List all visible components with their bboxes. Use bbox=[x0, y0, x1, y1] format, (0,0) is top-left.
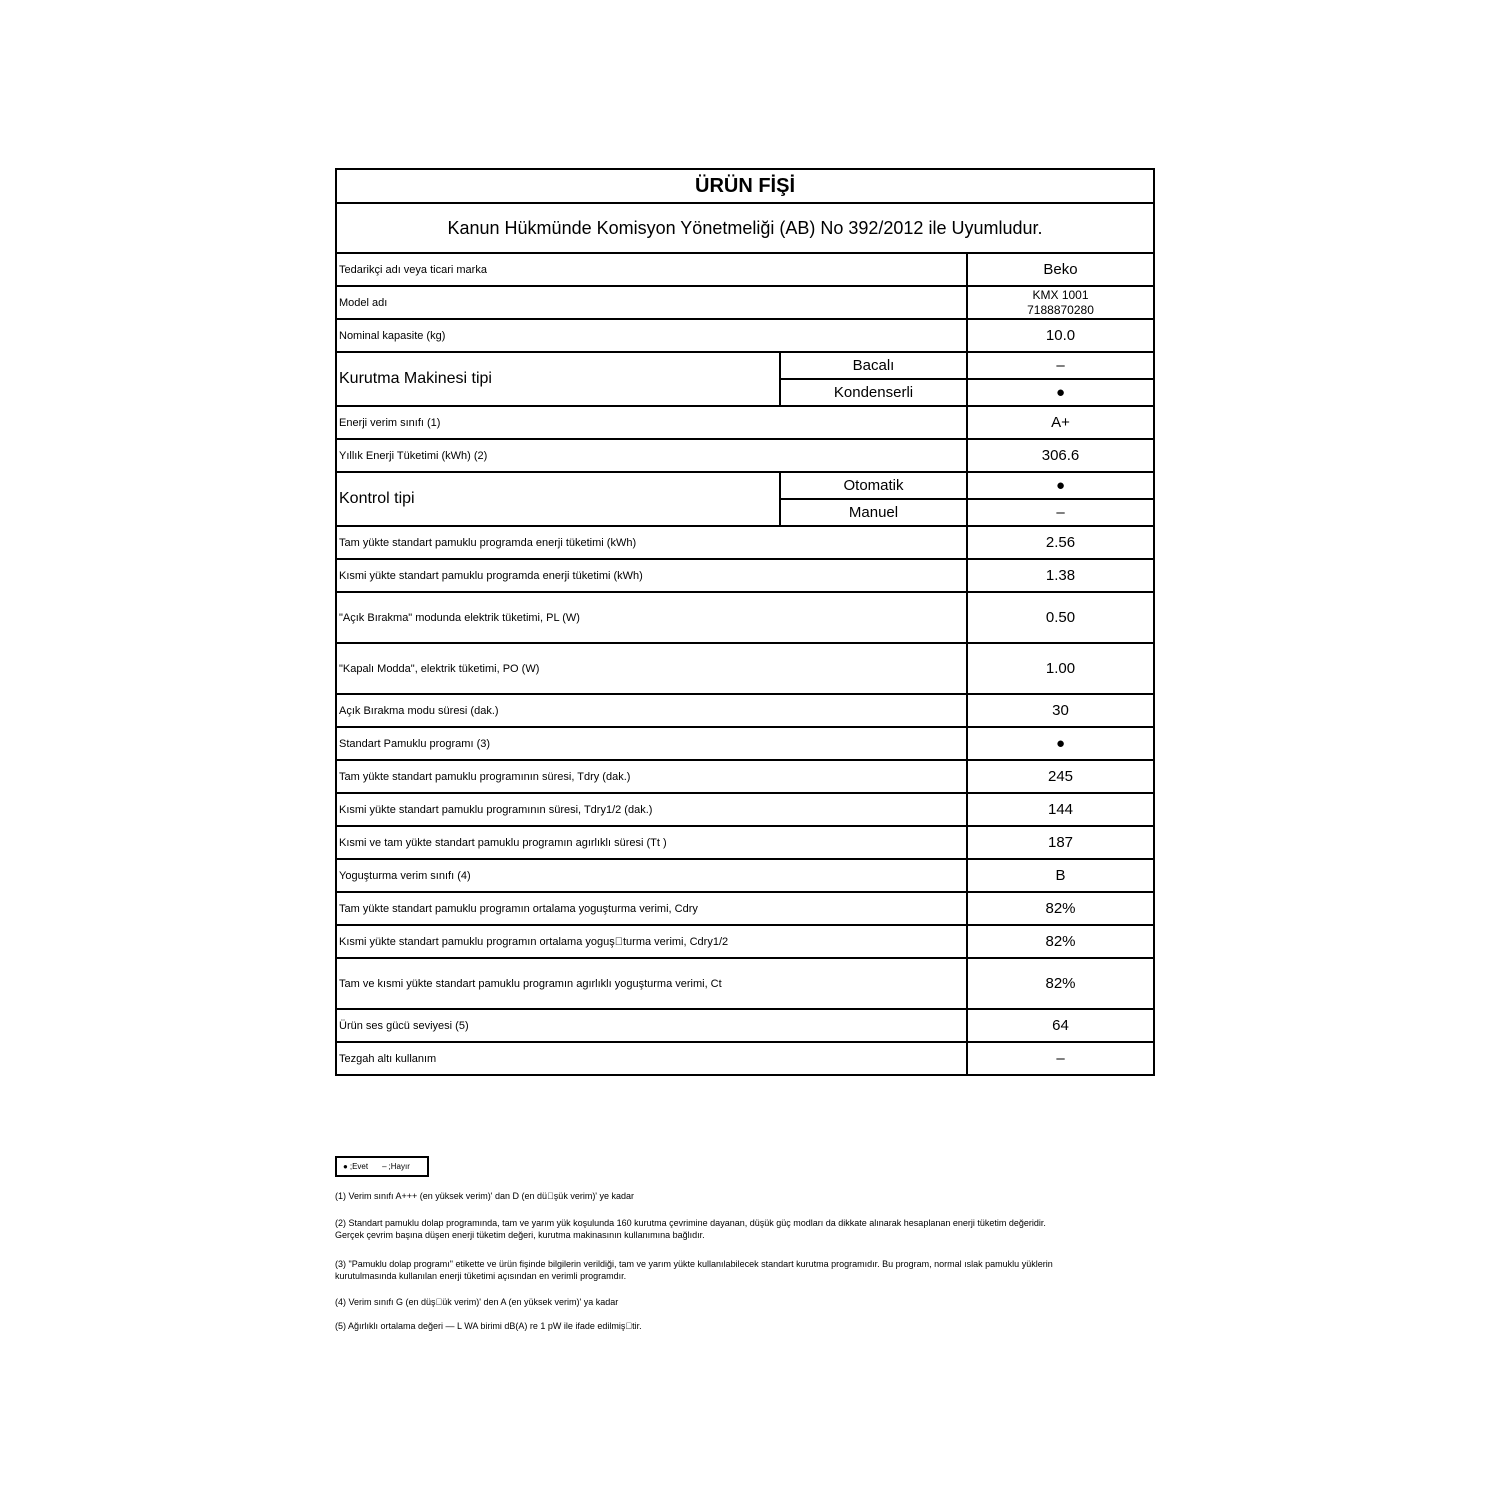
annual-energy-value: 306.6 bbox=[967, 439, 1154, 472]
product-fiche bbox=[335, 168, 1153, 1076]
table-row bbox=[336, 859, 1154, 892]
cdry-half-label: Kısmi yükte standart pamuklu programın ortalama yoguş￾turma verimi, Cdry1/2 bbox=[336, 925, 967, 958]
built-in-label: Tezgah altı kullanım bbox=[336, 1042, 967, 1075]
partial-load-time-value: 144 bbox=[967, 793, 1154, 826]
full-load-time-value: 245 bbox=[967, 760, 1154, 793]
dryer-type-condenser-label: Kondenserli bbox=[780, 379, 967, 406]
table-row bbox=[336, 925, 1154, 958]
partial-load-time-label: Kısmi yükte standart pamuklu programının süresi, Tdry1/2 (dak.) bbox=[336, 793, 967, 826]
ct-value: 82% bbox=[967, 958, 1154, 1009]
std-cotton-label: Standart Pamuklu programı (3) bbox=[336, 727, 967, 760]
table-row bbox=[336, 319, 1154, 352]
product-fiche-table bbox=[335, 168, 1155, 1076]
footnote-2-line-1: (2) Standart pamuklu dolap programında, tam ve yarım yük koşulunda 160 kurutma çevrimine dayanan, düşük güç modları da dikkate alınarak hesaplanan enerji tüketim değeridir. bbox=[335, 1218, 1046, 1228]
legend-box bbox=[335, 1156, 429, 1177]
no-label: ;Hayır bbox=[388, 1162, 410, 1171]
model-label: Model adı bbox=[336, 286, 967, 319]
annual-energy-label: Yıllık Enerji Tüketimi (kWh) (2) bbox=[336, 439, 967, 472]
yes-symbol: ● bbox=[343, 1162, 348, 1171]
table-row bbox=[336, 760, 1154, 793]
footnote-3 bbox=[335, 1258, 1175, 1282]
no-symbol: – bbox=[382, 1162, 387, 1171]
table-row bbox=[336, 559, 1154, 592]
table-row bbox=[336, 592, 1154, 643]
table-row bbox=[336, 694, 1154, 727]
table-row bbox=[336, 286, 1154, 319]
table-row bbox=[336, 1009, 1154, 1042]
table-row bbox=[336, 1042, 1154, 1075]
title-row bbox=[336, 169, 1154, 203]
cdry-value: 82% bbox=[967, 892, 1154, 925]
condensation-class-label: Yoguşturma verim sınıfı (4) bbox=[336, 859, 967, 892]
table-row bbox=[336, 526, 1154, 559]
weighted-time-label: Kısmi ve tam yükte standart pamuklu programın agırlıklı süresi (Tt ) bbox=[336, 826, 967, 859]
control-type-auto-value: ● bbox=[967, 472, 1154, 499]
footnote-2-line-2: Gerçek çevrim başına düşen enerji tüketim değeri, kurutma makinasının kullanımına bağlıdır. bbox=[335, 1230, 705, 1240]
condensation-class-value: B bbox=[967, 859, 1154, 892]
supplier-value: Beko bbox=[967, 253, 1154, 286]
table-row bbox=[336, 727, 1154, 760]
energy-class-value: A+ bbox=[967, 406, 1154, 439]
std-cotton-value: ● bbox=[967, 727, 1154, 760]
regulation-subtitle: Kanun Hükmünde Komisyon Yönetmeliği (AB) No 392/2012 ile Uyumludur. bbox=[336, 203, 1154, 253]
footnote-3-line-2: kurutulmasında kullanılan enerji tüketimi açısından en verimli programdır. bbox=[335, 1271, 627, 1281]
capacity-label: Nominal kapasite (kg) bbox=[336, 319, 967, 352]
footnote-4: (4) Verim sınıfı G (en düş￾ük verim)' den A (en yüksek verim)' ya kadar bbox=[335, 1297, 619, 1307]
control-type-manual-value: – bbox=[967, 499, 1154, 526]
noise-value: 64 bbox=[967, 1009, 1154, 1042]
full-load-energy-label: Tam yükte standart pamuklu programda enerji tüketimi (kWh) bbox=[336, 526, 967, 559]
left-on-mode-label: "Açık Bırakma" modunda elektrik tüketimi, PL (W) bbox=[336, 592, 967, 643]
dryer-type-condenser-value: ● bbox=[967, 379, 1154, 406]
energy-class-label: Enerji verim sınıfı (1) bbox=[336, 406, 967, 439]
model-code: 7188870280 bbox=[1027, 302, 1094, 317]
table-row bbox=[336, 643, 1154, 694]
table-row bbox=[336, 352, 1154, 379]
off-mode-label: "Kapalı Modda", elektrik tüketimi, PO (W) bbox=[336, 643, 967, 694]
model-value bbox=[967, 286, 1154, 319]
control-type-auto-label: Otomatik bbox=[780, 472, 967, 499]
off-mode-value: 1.00 bbox=[967, 643, 1154, 694]
full-load-time-label: Tam yükte standart pamuklu programının süresi, Tdry (dak.) bbox=[336, 760, 967, 793]
control-type-label: Kontrol tipi bbox=[336, 472, 780, 526]
table-row bbox=[336, 406, 1154, 439]
subtitle-row bbox=[336, 203, 1154, 253]
noise-label: Ürün ses gücü seviyesi (5) bbox=[336, 1009, 967, 1042]
footnotes bbox=[335, 1190, 1175, 1332]
table-row bbox=[336, 793, 1154, 826]
left-on-duration-value: 30 bbox=[967, 694, 1154, 727]
table-row bbox=[336, 826, 1154, 859]
capacity-value: 10.0 bbox=[967, 319, 1154, 352]
dryer-type-label: Kurutma Makinesi tipi bbox=[336, 352, 780, 406]
control-type-manual-label: Manuel bbox=[780, 499, 967, 526]
partial-load-energy-value: 1.38 bbox=[967, 559, 1154, 592]
table-row bbox=[336, 892, 1154, 925]
full-load-energy-value: 2.56 bbox=[967, 526, 1154, 559]
table-row bbox=[336, 472, 1154, 499]
dryer-type-vented-label: Bacalı bbox=[780, 352, 967, 379]
footnote-2 bbox=[335, 1217, 1175, 1241]
supplier-label: Tedarikçi adı veya ticari marka bbox=[336, 253, 967, 286]
table-row bbox=[336, 253, 1154, 286]
table-row bbox=[336, 439, 1154, 472]
model-name: KMX 1001 bbox=[1032, 287, 1089, 302]
partial-load-energy-label: Kısmi yükte standart pamuklu programda enerji tüketimi (kWh) bbox=[336, 559, 967, 592]
yes-label: ;Evet bbox=[349, 1162, 369, 1171]
left-on-duration-label: Açık Bırakma modu süresi (dak.) bbox=[336, 694, 967, 727]
footnote-5: (5) Ağırlıklı ortalama değeri — L WA birimi dB(A) re 1 pW ile ifade edilmiş￾tir. bbox=[335, 1321, 642, 1331]
page-title: ÜRÜN FİŞİ bbox=[336, 169, 1154, 203]
footnote-1: (1) Verim sınıfı A+++ (en yüksek verim)' dan D (en dü￾şük verim)' ye kadar bbox=[335, 1191, 635, 1201]
ct-label: Tam ve kısmi yükte standart pamuklu programın agırlıklı yoguşturma verimi, Ct bbox=[336, 958, 967, 1009]
cdry-label: Tam yükte standart pamuklu programın ortalama yoguşturma verimi, Cdry bbox=[336, 892, 967, 925]
built-in-value: – bbox=[967, 1042, 1154, 1075]
dryer-type-vented-value: – bbox=[967, 352, 1154, 379]
footnote-3-line-1: (3) "Pamuklu dolap programı" etikette ve ürün fişinde bilgilerin verildiği, tam ve yarım yükte kullanılabilecek standart kurutma programıdır. Bu program, normal ıslak pamuklu yüklerin bbox=[335, 1259, 1053, 1269]
table-row bbox=[336, 958, 1154, 1009]
left-on-mode-value: 0.50 bbox=[967, 592, 1154, 643]
cdry-half-value: 82% bbox=[967, 925, 1154, 958]
weighted-time-value: 187 bbox=[967, 826, 1154, 859]
